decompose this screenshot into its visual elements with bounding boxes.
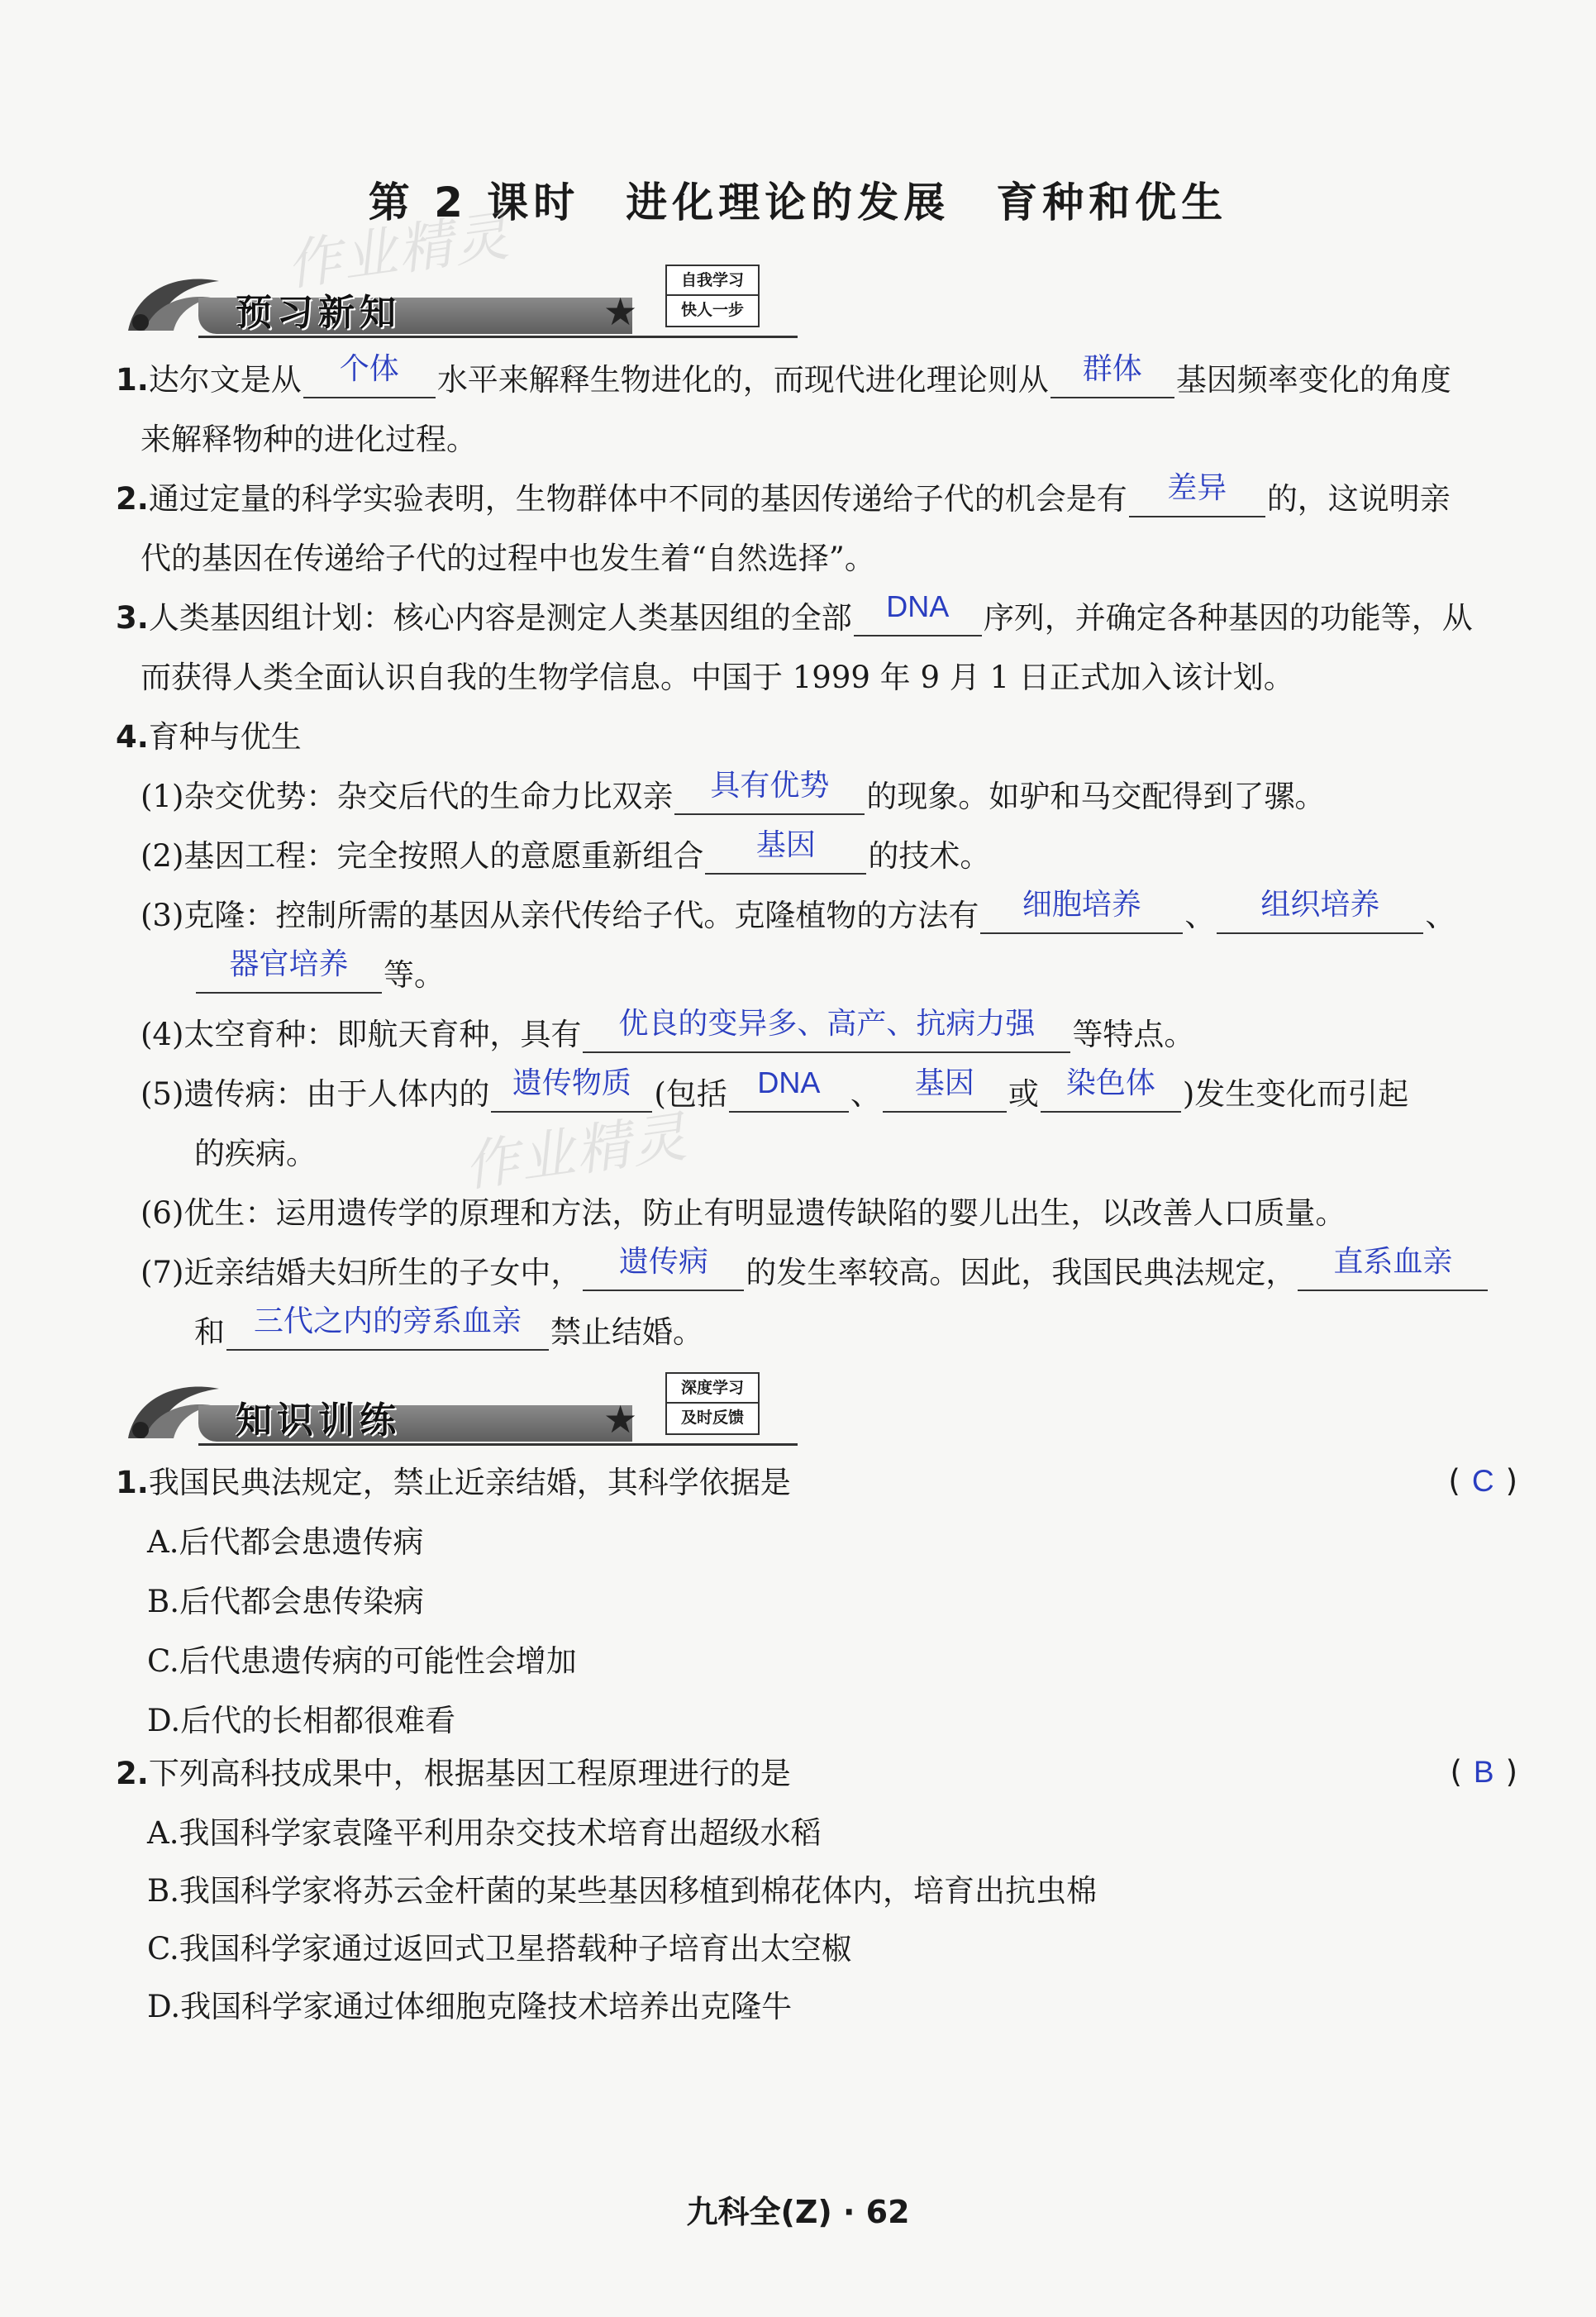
answer-text: 直系血亲 (1333, 1244, 1453, 1278)
bracket-close: ) (1505, 1463, 1517, 1499)
option[interactable]: B.我国科学家将苏云金杆菌的某些基因移植到棉花体内，培育出抗虫棉 (147, 1873, 1097, 1909)
answer-blank[interactable] (980, 887, 1183, 934)
item-3-line-2: 而获得人类全面认识自我的生物学信息。中国于 1999 年 9 月 1 日正式加入该计划。 (141, 660, 1294, 695)
item-number: 1. (116, 362, 149, 398)
text: 通过定量的科学实验表明，生物群体中不同的基因传递给子代的机会是有 (148, 481, 1127, 517)
answer-text: 差异 (1167, 470, 1227, 504)
item-4-sub-5-line-1 (141, 1066, 1409, 1113)
answer-text: 染色体 (1065, 1066, 1155, 1099)
answer-blank[interactable] (674, 768, 865, 815)
text: 、 (850, 1076, 881, 1112)
item-4-sub-1 (141, 768, 1326, 815)
item-number: 3. (116, 600, 149, 636)
item-3-line-1 (116, 589, 1473, 636)
answer-blank[interactable] (1217, 887, 1423, 934)
text: 的，这说明亲 (1266, 481, 1451, 517)
answer-text: DNA (757, 1066, 821, 1099)
answer-blank[interactable] (1129, 470, 1265, 517)
answer-blank[interactable] (303, 351, 436, 398)
answer-text: 遗传物质 (512, 1066, 631, 1099)
answer-text: 三代之内的旁系血亲 (253, 1304, 522, 1337)
text: (3)克隆：控制所需的基因从亲代传给子代。克隆植物的方法有 (141, 898, 979, 933)
answer-blank[interactable] (491, 1066, 652, 1113)
page-title: 第 2 课时 进化理论的发展 育种和优生 (368, 179, 1228, 226)
section-tag (665, 265, 760, 327)
answer-text: 基因 (755, 827, 816, 861)
text: 达尔文是从 (148, 362, 302, 398)
item-number: 2. (116, 481, 149, 517)
text: (包括 (654, 1076, 727, 1112)
text: 等。 (384, 957, 445, 993)
option[interactable]: D.我国科学家通过体细胞克隆技术培养出克隆牛 (147, 1989, 793, 2024)
item-4-sub-3-line-1 (141, 887, 1456, 934)
answer-blank[interactable] (583, 1244, 744, 1291)
answer-blank[interactable] (1298, 1244, 1488, 1291)
text: 、 (1184, 898, 1216, 933)
item-1-line-2: 来解释物种的进化过程。 (141, 422, 477, 457)
item-4-sub-2 (141, 827, 991, 875)
text: 等特点。 (1072, 1017, 1195, 1052)
item-4-sub-4 (141, 1006, 1195, 1053)
text: )发生变化而引起 (1182, 1076, 1409, 1112)
answer-text: DNA (886, 589, 950, 623)
section-banner-practice (120, 1372, 744, 1451)
text: 基因频率变化的角度 (1175, 362, 1451, 398)
option[interactable]: B.后代都会患传染病 (147, 1584, 424, 1619)
text: 的现象。如驴和马交配得到了骡。 (866, 779, 1326, 814)
answer-bracket[interactable] (1450, 1754, 1517, 1790)
bracket-open: ( (1450, 1754, 1462, 1790)
text: 序列，并确定各种基因的功能等，从 (983, 600, 1473, 636)
tag-line-1: 自我学习 (680, 271, 744, 289)
question-number: 2. (116, 1756, 149, 1791)
text: 和 (194, 1314, 225, 1350)
item-4-heading (116, 719, 302, 756)
text: 禁止结婚。 (550, 1314, 703, 1350)
answer-text: 组织培养 (1260, 887, 1380, 921)
answer-text: 遗传病 (618, 1244, 708, 1278)
tag-line-1: 深度学习 (680, 1379, 744, 1397)
item-4-sub-6: (6)优生：运用遗传学的原理和方法，防止有明显遗传缺陷的婴儿出生，以改善人口质量。 (141, 1195, 1346, 1231)
answer-blank[interactable] (583, 1006, 1070, 1053)
answer-text: 群体 (1082, 351, 1142, 385)
answer-blank[interactable] (226, 1304, 549, 1351)
text: 水平来解释生物进化的，而现代进化理论则从 (436, 362, 1049, 398)
text: 人类基因组计划：核心内容是测定人类基因组的全部 (148, 600, 852, 636)
item-4-sub-7-line-2 (194, 1304, 703, 1351)
text: 的发生率较高。因此，我国民典法规定， (746, 1255, 1297, 1290)
answer-text: 个体 (339, 351, 399, 385)
bracket-close: ) (1505, 1754, 1517, 1790)
answer-text: 基因 (914, 1066, 974, 1099)
answer-choice: B (1473, 1755, 1494, 1789)
item-number: 4. (116, 719, 149, 755)
text: 、 (1425, 898, 1456, 933)
section-tag (665, 1372, 760, 1435)
tag-line-2: 快人一步 (667, 294, 758, 324)
question-number: 1. (116, 1465, 149, 1500)
item-4-sub-3-line-2 (194, 946, 445, 994)
answer-text: 具有优势 (710, 768, 830, 802)
answer-blank[interactable] (883, 1066, 1007, 1113)
text: (1)杂交优势：杂交后代的生命力比双亲 (141, 779, 674, 814)
answer-choice: C (1471, 1464, 1494, 1498)
page-footer: 九科全(Z) · 62 (686, 2194, 910, 2230)
option[interactable]: D.后代的长相都很难看 (147, 1703, 456, 1738)
star-icon: ★ (603, 289, 638, 334)
item-1-line-1 (116, 351, 1451, 398)
answer-bracket[interactable] (1448, 1463, 1517, 1499)
star-icon: ★ (603, 1397, 638, 1442)
option[interactable]: C.后代患遗传病的可能性会增加 (147, 1643, 577, 1679)
bracket-open: ( (1448, 1463, 1460, 1499)
item-2-line-1 (116, 470, 1451, 517)
text: 下列高科技成果中，根据基因工程原理进行的是 (148, 1756, 791, 1791)
question-1-stem (116, 1465, 791, 1501)
answer-blank[interactable] (196, 946, 382, 994)
text: 或 (1008, 1076, 1039, 1112)
watermark: 作业精灵 (460, 1104, 692, 1199)
section-label: 预习新知 (236, 292, 401, 334)
answer-blank[interactable] (1051, 351, 1174, 398)
text: 育种与优生 (148, 719, 302, 755)
text: 我国民典法规定，禁止近亲结婚，其科学依据是 (148, 1465, 791, 1500)
item-4-sub-7-line-1 (141, 1244, 1489, 1291)
section-banner-preview (120, 265, 744, 343)
answer-text: 优良的变异多、高产、抗病力强 (618, 1006, 1036, 1040)
text: (2)基因工程：完全按照人的意愿重新组合 (141, 838, 704, 874)
answer-blank[interactable] (729, 1066, 849, 1113)
answer-blank[interactable] (854, 589, 982, 636)
answer-blank[interactable] (705, 827, 866, 875)
section-label: 知识训练 (236, 1399, 401, 1442)
question-2-stem (116, 1756, 791, 1792)
option[interactable]: A.后代都会患遗传病 (147, 1524, 424, 1560)
text: 的技术。 (868, 838, 991, 874)
option[interactable]: C.我国科学家通过返回式卫星搭载种子培育出太空椒 (147, 1931, 852, 1967)
item-4-sub-5-line-2: 的疾病。 (194, 1136, 317, 1171)
tag-line-2: 及时反馈 (667, 1402, 758, 1432)
answer-blank[interactable] (1041, 1066, 1181, 1113)
item-2-line-2: 代的基因在传递给子代的过程中也发生着“自然选择”。 (141, 541, 875, 576)
watermark: 作业精灵 (282, 203, 514, 298)
text: (7)近亲结婚夫妇所生的子女中， (141, 1255, 582, 1290)
banner-underline (198, 1443, 798, 1446)
banner-underline (198, 336, 798, 338)
text: (4)太空育种：即航天育种，具有 (141, 1017, 582, 1052)
answer-text: 细胞培养 (1022, 887, 1141, 921)
text: (5)遗传病：由于人体内的 (141, 1076, 490, 1112)
option[interactable]: A.我国科学家袁隆平利用杂交技术培育出超级水稻 (147, 1815, 822, 1851)
answer-text: 器官培养 (229, 946, 349, 980)
